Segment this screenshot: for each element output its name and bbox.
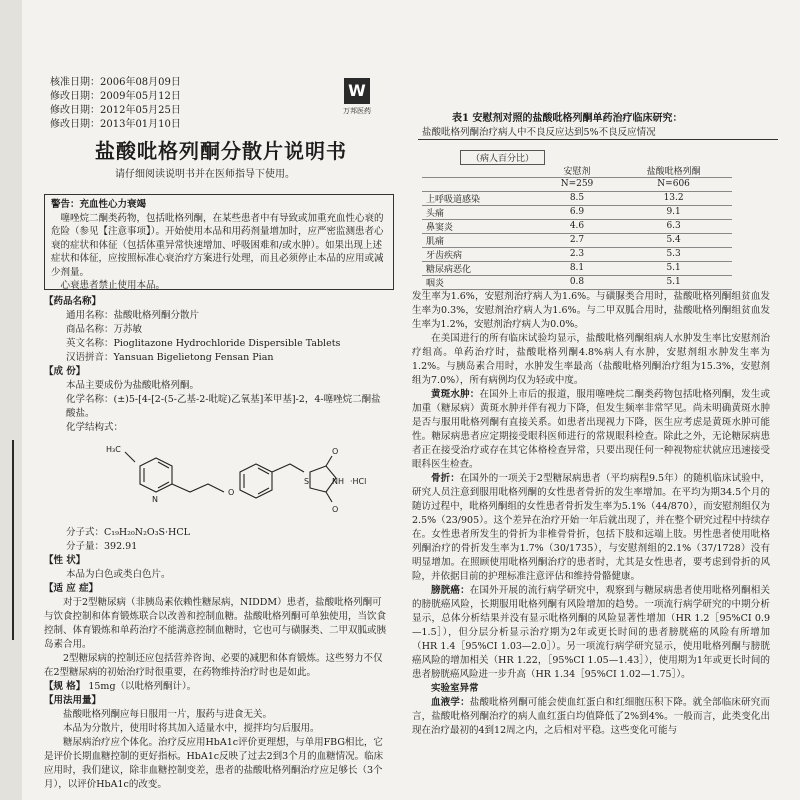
table-title: 表1 安慰剂对照的盐酸吡格列酮单药治疗临床研究： — [452, 113, 683, 124]
section-heading: 【用法用量】 — [44, 695, 102, 706]
section-heading: 【适 应 症】 — [44, 583, 99, 594]
indications-text: 对于2型糖尿病（非胰岛素依赖性糖尿病，NIDDM）患者，盐酸吡格列酮可与饮食控制和体育锻炼联合以改善和控制血糖。盐酸吡格列酮可单独使用，当饮食控制、体育锻炼和单药治疗不能满意控制血糖时，它也可与磺脲类、二甲双胍或胰岛素合用。 — [44, 597, 387, 650]
indications-text: 2型糖尿病的控制还应包括营养咨询、必要的减肥和体育锻炼。这些努力不仅在2型糖尿病的初始治疗时很重要，在药物维持治疗时也是如此。 — [44, 653, 383, 678]
paragraph — [412, 472, 770, 584]
paragraph-heading: 骨折： — [431, 473, 460, 484]
dosage-text: 盐酸吡格列酮应每日服用一片，服药与进食无关。 — [63, 709, 273, 720]
table-header-cell — [422, 164, 539, 178]
table-row — [422, 205, 732, 219]
table-subtitle: 盐酸吡格列酮治疗病人中不良反应达到5%不良反应情况 — [422, 127, 656, 138]
chemical-structure-diagram — [100, 442, 380, 522]
composition-main: 本品主要成份为盐酸吡格列酮。 — [66, 380, 200, 391]
approval-dates — [50, 76, 181, 132]
struct-label: ·HCl — [350, 477, 367, 486]
paragraph-heading: 黄斑水肿： — [431, 389, 480, 400]
table-cell: 6.9 — [539, 205, 615, 219]
struct-label: O — [228, 488, 235, 497]
paragraph: 在美国进行的所有临床试验均显示，盐酸吡格列酮组病人水肿发生率比安慰剂治疗组高。单药治疗时，盐酸吡格列酮4.8%病人有水肿，安慰剂组水肿发生率为1.2%。与胰岛素合用时，水肿发生率最高（盐酸吡格列酮治疗组为15.3%，安慰剂组为7.0%），所有病例均仅为轻或中度。 — [412, 333, 770, 386]
table-header-row — [422, 164, 732, 178]
section-heading: 【规 格】 — [44, 681, 86, 692]
table-n-row — [422, 178, 732, 192]
warning-heading: 警告：充血性心力衰竭 — [51, 199, 147, 210]
table-cell: 5.1 — [615, 275, 732, 289]
struct-label: O — [332, 505, 339, 514]
generic-name: 通用名称：盐酸吡格列酮分散片 — [66, 310, 200, 321]
paragraph — [412, 584, 770, 682]
table-cell: 8.5 — [539, 191, 615, 205]
paragraph-heading: 膀胱癌： — [431, 585, 470, 596]
struct-label: S — [304, 477, 310, 486]
structure-label: 化学结构式： — [66, 422, 124, 433]
dosage-text: 糖尿病治疗应个体化。治疗反应用HbA1c评价更理想，与单用FBG相比，它是评价长期血糖控制的更好指标。HbA1c反映了过去2到3个月的血糖情况。临床应用时，我们建议，除非血糖控制变差，患者的盐酸吡格列酮治疗应足够长（3个月），以评价HbA1c的改变。 — [44, 737, 384, 790]
document-subtitle: 请仔细阅读说明书并在医师指导下使用。 — [115, 169, 295, 180]
molecular-weight: 分子量：392.91 — [66, 541, 138, 552]
chemical-name: 化学名称：(±)5-[4-[2-(5-乙基-2-吡啶)乙氧基]苯甲基]-2，4-噻唑烷二酮盐酸盐。 — [66, 394, 381, 419]
character-text: 本品为白色或类白色片。 — [66, 569, 171, 580]
table-cell: 9.1 — [615, 205, 732, 219]
table-cell: 13.2 — [615, 191, 732, 205]
dosage-text: 本品为分散片，使用时将其加入适量水中，搅拌均匀后服用。 — [63, 723, 320, 734]
table-unit — [460, 146, 545, 165]
date-line: 核准日期：2006年08月09日 — [50, 77, 181, 88]
table-cell: 2.3 — [539, 247, 615, 261]
struct-label: NH — [332, 477, 344, 486]
table-cell: 5.4 — [615, 233, 732, 247]
table-row — [422, 233, 732, 247]
warning-text: 心衰患者禁止使用本品。 — [60, 280, 166, 291]
table-header-cell: 安慰剂 — [539, 164, 615, 178]
paragraph: 发生率为1.6%，安慰剂治疗病人为1.6%。与磺脲类合用时，盐酸吡格列酮组贫血发生率为0.3%，安慰剂治疗病人为1.6%。与二甲双胍合用时，盐酸吡格列酮组贫血发生率为1.2%，安慰剂治疗病人为0.0%。 — [412, 291, 770, 330]
adverse-events-table — [422, 164, 732, 290]
section-heading: 【成 份】 — [44, 366, 86, 377]
page-edge — [0, 0, 22, 800]
paragraph-text: 在国外上市后的报道，服用噻唑烷二酮类药物包括吡格列酮，发生或加重（糖尿病）黄斑水肿并伴有视力下降，但发生频率非常罕见。尚未明确黄斑水肿是否与服用吡格列酮有直接关系。如患者出现视力下降，医生应考虑是黄斑水肿可能性。糖尿病患者应定期接受眼科医师进行的常规眼科检查。除此之外，无论糖尿病患者正在接受治疗或存在其它体格检查异常，只要出现任何一种视物症状就应迅速接受眼科医生检查。 — [412, 389, 770, 470]
table-header-cell: 盐酸吡格列酮 — [615, 164, 732, 178]
page-fold-mark — [12, 440, 14, 640]
table-cell — [422, 178, 539, 192]
struct-label: H₃C — [106, 445, 121, 454]
table-cell: N=606 — [615, 178, 732, 192]
logo-mark-icon: W — [344, 78, 370, 104]
drug-name-section — [44, 295, 389, 435]
paragraph-text: 在国外开展的流行病学研究中，观察到与糖尿病患者使用吡格列酮相关的膀胱癌风险，长期服用吡格列酮有风险增加的趋势。一项流行病学研究的中期分析显示，总体分析结果并没有显示吡格列酮的风险显著性增加（HR 1.2［95%CI 0.9—1.5］），但分层分析显示治疗期为2年或更长时间的患者膀胱癌的风险有所增加（HR 1.4［95%CI 1.03—2.0］）。另一项流行病学研究显示，使用吡格列酮与膀胱癌风险的增加相关（HR 1.22，［95%CI 1.05—1.43］），使用期为1年或更长时间的患者膀胱癌风险进一步升高（HR 1.34［95%CI 1.02—1.75］）。 — [412, 585, 770, 680]
trade-name: 商品名称：万苏敏 — [66, 324, 143, 335]
paragraph-text: 在国外的一项关于2型糖尿病患者（平均病程9.5年）的随机临床试验中，研究人员注意到服用吡格列酮的女性患者骨折的发生率增加。在平均为期34.5个月的随访过程中，吡格列酮组的女性患者骨折发生率为5.1%（44/870），而安慰剂组仅为2.5%（23/905）。这个差异在治疗开始一年后就出现了，并在整个研究过程中持续存在。女性患者所发生的骨折为非椎骨骨折，包括下肢和远端上肢。男性患者使用吡格列酮治疗的骨折发生率为1.7%（30/1735），与安慰剂组的2.1%（37/1728）没有明显增加。在照顾使用吡格列酮治疗的患者时，尤其是女性患者，要考虑到骨折的风险，并依据目前的护理标准注意评估和维持骨骼健康。 — [412, 473, 770, 582]
table-cell: 牙齿疾病 — [422, 247, 539, 261]
molecular-formula: 分子式：C₁₉H₂₀N₂O₃S·HCL — [66, 527, 190, 538]
table-row — [422, 247, 732, 261]
date-line: 修改日期：2013年01月10日 — [50, 119, 181, 130]
struct-label: O — [332, 447, 339, 456]
table-cell: 5.1 — [615, 261, 732, 275]
document-title: 盐酸吡格列酮分散片说明书 — [95, 139, 347, 163]
date-line: 修改日期：2009年05月12日 — [50, 91, 181, 102]
table-cell: 5.3 — [615, 247, 732, 261]
table-cell: 头痛 — [422, 205, 539, 219]
paragraph — [412, 696, 770, 738]
table-row — [422, 261, 732, 275]
table-cell: 4.6 — [539, 219, 615, 233]
warning-text: 噻唑烷二酮类药物，包括吡格列酮，在某些患者中有导致或加重充血性心衰的危险（参见【注意事项】）。开始使用本品和用药剂量增加时，应严密监测患者心衰的症状和体征（包括体重异常快速增加、呼吸困难和/或水肿）。如果出现上述症状和体征，应按照标准心衰治疗方案进行处理，而且必须停止本品的应用或减少剂量。 — [51, 212, 384, 278]
table-cell: 咽炎 — [422, 275, 539, 289]
english-name: 英文名称：Pioglitazone Hydrochloride Dispersible Tablets — [66, 338, 341, 349]
struct-label: N — [152, 495, 158, 504]
table-cell: 0.8 — [539, 275, 615, 289]
pinyin-name: 汉语拼音：Yansuan Bigelietong Fensan Pian — [66, 352, 274, 363]
table-cell: 肌痛 — [422, 233, 539, 247]
paragraph-heading: 血液学： — [431, 697, 470, 708]
unit-label: （病人百分比） — [460, 150, 545, 165]
table-cell: 6.3 — [615, 219, 732, 233]
section-heading: 【药品名称】 — [44, 296, 102, 307]
table-cell: 鼻窦炎 — [422, 219, 539, 233]
right-column-text — [412, 290, 770, 738]
date-line: 修改日期：2012年05月25日 — [50, 105, 181, 116]
table-row — [422, 219, 732, 233]
section-heading: 【性 状】 — [44, 555, 86, 566]
table-cell: 2.7 — [539, 233, 615, 247]
warning-box — [44, 194, 394, 290]
table-cell: 8.1 — [539, 261, 615, 275]
table-cell: 上呼吸道感染 — [422, 191, 539, 205]
company-logo — [340, 78, 374, 118]
paragraph-text: 盐酸吡格列酮可能会使血红蛋白和红细胞压积下降。就全部临床研究而言，盐酸吡格列酮治疗的病人血红蛋白均值降低了2%到4%。一般而言，此类变化出现在治疗最初的4到12周之内，之后相对平稳。这些变化可能与 — [412, 697, 770, 736]
table-rule — [418, 139, 778, 140]
table-cell: N=259 — [539, 178, 615, 192]
table-row — [422, 191, 732, 205]
paragraph — [412, 388, 770, 472]
table-row — [422, 275, 732, 289]
subsection-heading: 实验室异常 — [431, 683, 479, 694]
left-column-lower — [44, 526, 389, 792]
logo-text: 万邦医药 — [343, 107, 371, 115]
table-cell: 糖尿病恶化 — [422, 261, 539, 275]
spec-text: 15mg（以吡格列酮计）。 — [88, 681, 197, 692]
